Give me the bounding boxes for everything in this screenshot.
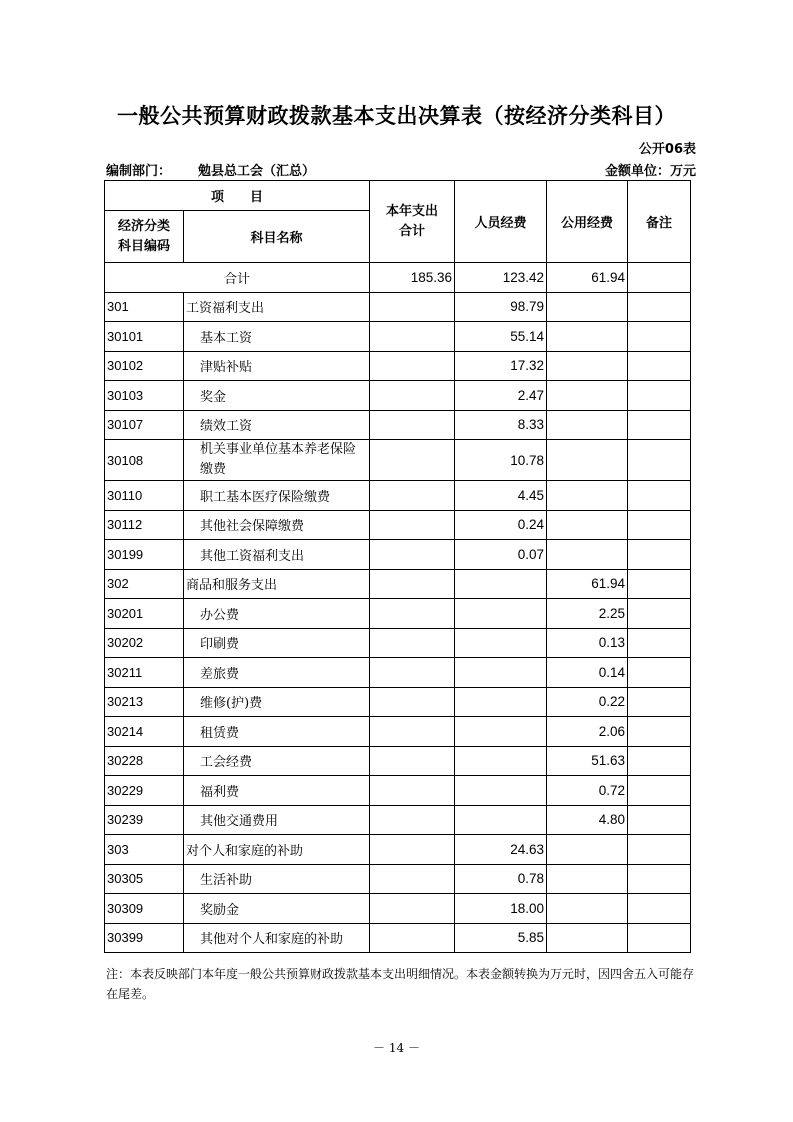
row-personnel: 55.14 xyxy=(455,322,547,352)
row-total xyxy=(370,440,455,481)
row-remarks xyxy=(628,776,691,806)
row-personnel xyxy=(455,628,547,658)
row-name: 绩效工资 xyxy=(184,410,370,440)
row-total xyxy=(370,746,455,776)
row-code: 30102 xyxy=(105,351,184,381)
row-total xyxy=(370,540,455,570)
table-row xyxy=(105,440,691,481)
row-code: 30202 xyxy=(105,628,184,658)
row-remarks xyxy=(628,894,691,924)
row-code: 30305 xyxy=(105,864,184,894)
row-total xyxy=(370,923,455,953)
row-code: 30101 xyxy=(105,322,184,352)
meta-row xyxy=(106,160,696,178)
row-name: 其他对个人和家庭的补助 xyxy=(184,923,370,953)
row-public xyxy=(547,923,628,953)
row-code: 30107 xyxy=(105,410,184,440)
row-personnel: 2.47 xyxy=(455,381,547,411)
row-name: 奖金 xyxy=(184,381,370,411)
row-total xyxy=(370,658,455,688)
row-total xyxy=(370,292,455,322)
row-personnel xyxy=(455,746,547,776)
table-row xyxy=(105,805,691,835)
row-public xyxy=(547,440,628,481)
row-remarks xyxy=(628,658,691,688)
total-public: 61.94 xyxy=(547,263,628,293)
row-personnel: 0.24 xyxy=(455,510,547,540)
row-public: 2.06 xyxy=(547,717,628,747)
total-label: 合计 xyxy=(105,263,370,293)
row-name: 其他社会保障缴费 xyxy=(184,510,370,540)
table-row xyxy=(105,540,691,570)
row-code: 302 xyxy=(105,569,184,599)
header-total-line1: 本年支出 xyxy=(386,203,439,219)
row-total xyxy=(370,569,455,599)
row-remarks xyxy=(628,717,691,747)
header-personnel: 人员经费 xyxy=(455,181,547,263)
row-remarks xyxy=(628,599,691,629)
row-code: 30199 xyxy=(105,540,184,570)
row-total xyxy=(370,381,455,411)
row-name: 职工基本医疗保险缴费 xyxy=(184,481,370,511)
row-name: 工资福利支出 xyxy=(184,292,370,322)
header-public: 公用经费 xyxy=(547,181,628,263)
row-name: 奖励金 xyxy=(184,894,370,924)
row-remarks xyxy=(628,481,691,511)
table-row xyxy=(105,510,691,540)
unit-label: 金额单位：万元 xyxy=(604,164,696,179)
row-personnel xyxy=(455,569,547,599)
row-personnel: 98.79 xyxy=(455,292,547,322)
row-code: 30239 xyxy=(105,805,184,835)
row-remarks xyxy=(628,923,691,953)
row-name: 生活补助 xyxy=(184,864,370,894)
row-code: 30228 xyxy=(105,746,184,776)
row-public: 51.63 xyxy=(547,746,628,776)
page-number: － 14 － xyxy=(373,1041,420,1055)
row-remarks xyxy=(628,440,691,481)
row-public: 0.14 xyxy=(547,658,628,688)
row-total xyxy=(370,805,455,835)
row-public: 0.22 xyxy=(547,687,628,717)
row-total xyxy=(370,410,455,440)
page-title: 一般公共预算财政拨款基本支出决算表（按经济分类科目） xyxy=(117,104,676,128)
footnote: 注：本表反映部门本年度一般公共预算财政拨款基本支出明细情况。本表金额转换为万元时，因四舍五入可能存在尾差。 xyxy=(106,967,695,1001)
row-total xyxy=(370,687,455,717)
row-remarks xyxy=(628,510,691,540)
row-name: 印刷费 xyxy=(184,628,370,658)
header-econ-code-line2: 科目编码 xyxy=(117,238,170,254)
row-code: 303 xyxy=(105,835,184,865)
row-total xyxy=(370,322,455,352)
row-total xyxy=(370,628,455,658)
row-total xyxy=(370,864,455,894)
row-public xyxy=(547,864,628,894)
row-public xyxy=(547,835,628,865)
row-code: 30399 xyxy=(105,923,184,953)
table-row xyxy=(105,292,691,322)
row-public: 2.25 xyxy=(547,599,628,629)
row-public xyxy=(547,292,628,322)
row-personnel xyxy=(455,687,547,717)
row-remarks xyxy=(628,381,691,411)
table-row xyxy=(105,628,691,658)
row-public xyxy=(547,894,628,924)
row-code: 30229 xyxy=(105,776,184,806)
header-econ-code xyxy=(105,211,184,263)
row-personnel xyxy=(455,805,547,835)
row-code: 30103 xyxy=(105,381,184,411)
row-remarks xyxy=(628,540,691,570)
table-row xyxy=(105,569,691,599)
row-name: 津贴补贴 xyxy=(184,351,370,381)
row-personnel: 10.78 xyxy=(455,440,547,481)
row-remarks xyxy=(628,351,691,381)
row-public xyxy=(547,410,628,440)
row-public: 61.94 xyxy=(547,569,628,599)
row-code: 301 xyxy=(105,292,184,322)
row-name: 租赁费 xyxy=(184,717,370,747)
table-row xyxy=(105,381,691,411)
row-public: 0.13 xyxy=(547,628,628,658)
header-remarks: 备注 xyxy=(628,181,691,263)
row-personnel: 4.45 xyxy=(455,481,547,511)
budget-table xyxy=(104,180,691,953)
row-code: 30201 xyxy=(105,599,184,629)
dept-name: 勉县总工会（汇总） xyxy=(198,164,316,179)
row-name: 办公费 xyxy=(184,599,370,629)
row-total xyxy=(370,776,455,806)
row-public: 4.80 xyxy=(547,805,628,835)
table-row xyxy=(105,481,691,511)
row-remarks xyxy=(628,569,691,599)
form-code: 公开06表 xyxy=(638,142,696,157)
total-row xyxy=(105,263,691,293)
row-name: 机关事业单位基本养老保险缴费 xyxy=(184,440,370,481)
table-row xyxy=(105,351,691,381)
total-remarks xyxy=(628,263,691,293)
header-project: 项 目 xyxy=(105,181,370,211)
table-row xyxy=(105,746,691,776)
table-row xyxy=(105,410,691,440)
header-total xyxy=(370,181,455,263)
row-code: 30213 xyxy=(105,687,184,717)
row-total xyxy=(370,717,455,747)
header-econ-code-line1: 经济分类 xyxy=(117,218,170,234)
row-code: 30309 xyxy=(105,894,184,924)
row-personnel: 0.07 xyxy=(455,540,547,570)
table-row xyxy=(105,717,691,747)
row-remarks xyxy=(628,292,691,322)
table-row xyxy=(105,776,691,806)
header-row-1 xyxy=(105,181,691,211)
row-personnel xyxy=(455,599,547,629)
row-public xyxy=(547,322,628,352)
row-name: 工会经费 xyxy=(184,746,370,776)
row-remarks xyxy=(628,805,691,835)
row-name: 其他工资福利支出 xyxy=(184,540,370,570)
row-name: 福利费 xyxy=(184,776,370,806)
row-personnel xyxy=(455,658,547,688)
total-total: 185.36 xyxy=(370,263,455,293)
row-name: 对个人和家庭的补助 xyxy=(184,835,370,865)
row-total xyxy=(370,481,455,511)
row-remarks xyxy=(628,628,691,658)
row-personnel: 5.85 xyxy=(455,923,547,953)
row-total xyxy=(370,894,455,924)
row-remarks xyxy=(628,322,691,352)
row-remarks xyxy=(628,746,691,776)
header-total-line2: 合计 xyxy=(399,223,426,239)
table-row xyxy=(105,687,691,717)
row-code: 30211 xyxy=(105,658,184,688)
row-public: 0.72 xyxy=(547,776,628,806)
row-name: 维修(护)费 xyxy=(184,687,370,717)
table-row xyxy=(105,894,691,924)
table-row xyxy=(105,599,691,629)
row-personnel: 0.78 xyxy=(455,864,547,894)
row-code: 30214 xyxy=(105,717,184,747)
table-row xyxy=(105,864,691,894)
row-code: 30110 xyxy=(105,481,184,511)
row-public xyxy=(547,510,628,540)
row-public xyxy=(547,481,628,511)
row-public xyxy=(547,381,628,411)
dept-label: 编制部门： xyxy=(106,164,172,179)
row-code: 30108 xyxy=(105,440,184,481)
row-remarks xyxy=(628,864,691,894)
table-row xyxy=(105,923,691,953)
total-personnel: 123.42 xyxy=(455,263,547,293)
row-total xyxy=(370,599,455,629)
row-personnel xyxy=(455,717,547,747)
row-personnel: 24.63 xyxy=(455,835,547,865)
row-remarks xyxy=(628,410,691,440)
row-name: 其他交通费用 xyxy=(184,805,370,835)
row-personnel: 17.32 xyxy=(455,351,547,381)
row-name: 基本工资 xyxy=(184,322,370,352)
table-row xyxy=(105,835,691,865)
row-total xyxy=(370,510,455,540)
row-personnel xyxy=(455,776,547,806)
table-row xyxy=(105,322,691,352)
row-remarks xyxy=(628,687,691,717)
table-row xyxy=(105,658,691,688)
row-name: 商品和服务支出 xyxy=(184,569,370,599)
row-name: 差旅费 xyxy=(184,658,370,688)
row-total xyxy=(370,351,455,381)
row-personnel: 18.00 xyxy=(455,894,547,924)
row-remarks xyxy=(628,835,691,865)
row-total xyxy=(370,835,455,865)
row-personnel: 8.33 xyxy=(455,410,547,440)
row-public xyxy=(547,540,628,570)
row-public xyxy=(547,351,628,381)
row-code: 30112 xyxy=(105,510,184,540)
header-item-name: 科目名称 xyxy=(184,211,370,263)
